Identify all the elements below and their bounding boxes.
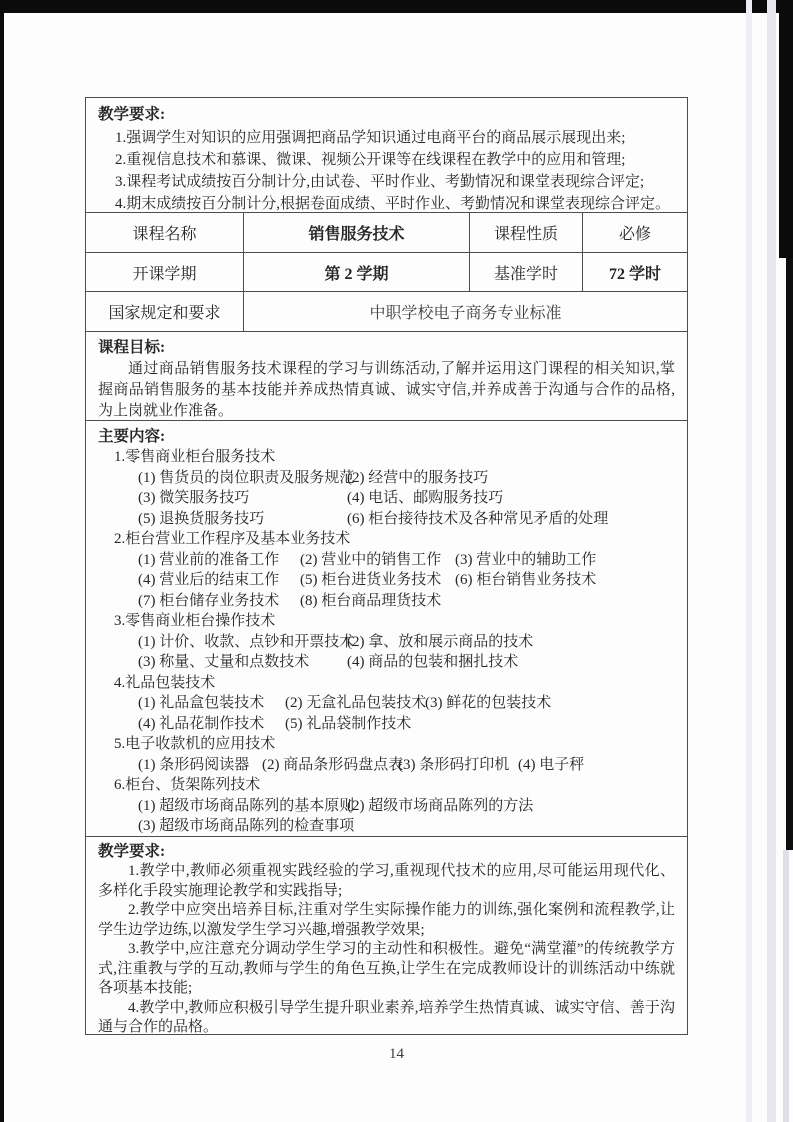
content-row	[98, 632, 675, 653]
content-row	[98, 714, 675, 735]
course-syllabus-table	[85, 97, 688, 1035]
content-row	[98, 755, 675, 776]
content-section-heading: 6.柜台、货架陈列技术	[114, 777, 261, 793]
content-section-heading: 1.零售商业柜台服务技术	[114, 449, 276, 465]
content-item: (1) 条形码阅读器	[138, 756, 250, 773]
content-item: (1) 营业前的准备工作	[138, 551, 280, 568]
content-item: (2) 拿、放和展示商品的技术	[347, 633, 534, 650]
content-item: (5) 柜台进货业务技术	[300, 572, 442, 588]
content-item: (1) 计价、收款、点钞和开票技术	[138, 633, 355, 650]
national-standard-value: 中职学校电子商务专业标准	[243, 291, 687, 331]
content-item: (3) 营业中的辅助工作	[455, 551, 597, 568]
requirement-paragraph: 1.教学中,教师必须重视实践经验的学习,重视现代技术的应用,尽可能运用现代化、多样化手段实施理论教学和实践指导;	[98, 863, 675, 899]
teaching-requirements-title: 教学要求:	[98, 843, 166, 860]
content-row	[98, 488, 675, 509]
course-name-label: 课程名称	[132, 226, 197, 243]
teaching-requirements-top-box	[85, 97, 688, 213]
content-item: (7) 柜台储存业务技术	[138, 592, 280, 609]
content-item: (2) 无盒礼品包装技术	[285, 695, 427, 711]
scan-edge-right-lower	[786, 258, 793, 850]
course-nature-value: 必修	[582, 213, 687, 252]
content-section-heading: 5.电子收款机的应用技术	[114, 736, 276, 752]
content-item: (1) 礼品盒包装技术	[138, 695, 265, 711]
requirement-paragraph: 2.教学中应突出培养目标,注重对学生实际操作能力的训练,强化案例和流程教学,让学生边学边练,以激发学生学习兴趣,增强教学效果;	[98, 902, 675, 938]
content-row	[98, 591, 675, 612]
content-item: (2) 经营中的服务技巧	[347, 469, 489, 486]
content-row	[98, 550, 675, 571]
semester-value: 第 2 学期	[243, 252, 469, 291]
course-nature-label: 课程性质	[469, 213, 582, 252]
course-objectives-text: 通过商品销售服务技术课程的学习与训练活动,了解并运用这门课程的相关知识,掌握商品销售服务的基本技能并养成热情真诚、诚实守信,并养成善于沟通与合作的品格,为上岗就业作准备。	[98, 361, 675, 419]
content-item: (2) 营业中的销售工作	[300, 551, 442, 568]
scan-shadow-strip	[783, 850, 789, 1122]
content-item: (5) 退换货服务技巧	[138, 510, 265, 527]
content-row	[98, 509, 675, 530]
content-row	[98, 816, 675, 837]
requirement-paragraph: 4.教学中,教师应积极引导学生提升职业素养,培养学生热情真诚、诚实守信、善于沟通与合作的品格。	[98, 999, 675, 1035]
requirement-item: 2.重视信息技术和慕课、微课、视频公开课等在线课程在教学中的应用和管理;	[115, 152, 626, 168]
content-item: (4) 营业后的结束工作	[138, 572, 280, 588]
course-objectives-box	[85, 331, 688, 421]
content-item: (5) 礼品袋制作技术	[285, 715, 412, 732]
main-content-title: 主要内容:	[98, 428, 166, 445]
base-hours-label: 基准学时	[469, 252, 582, 291]
content-item: (6) 柜台销售业务技术	[455, 572, 597, 588]
content-item: (1) 超级市场商品陈列的基本原则	[138, 797, 355, 814]
content-item: (3) 微笑服务技巧	[138, 490, 250, 506]
content-item: (4) 电子秤	[518, 756, 585, 773]
content-item: (2) 超级市场商品陈列的方法	[347, 797, 534, 814]
content-section-heading: 2.柜台营业工作程序及基本业务技术	[114, 531, 351, 547]
content-item: (1) 售货员的岗位职责及服务规范	[138, 469, 355, 486]
base-hours-value: 72 学时	[582, 252, 687, 291]
scan-edge-right-upper	[779, 0, 793, 258]
scan-shadow-strip	[746, 0, 752, 1122]
course-name-value: 销售服务技术	[243, 213, 469, 252]
content-row	[98, 693, 675, 714]
content-row	[98, 570, 675, 591]
scan-edge-top	[0, 0, 793, 13]
content-item: (3) 鲜花的包装技术	[425, 695, 552, 711]
content-item: (8) 柜台商品理货技术	[300, 592, 442, 609]
content-section-heading: 4.礼品包装技术	[114, 674, 216, 691]
content-row	[98, 468, 675, 489]
course-info-table	[85, 212, 688, 332]
main-content-box	[85, 420, 688, 837]
page-number: 14	[389, 1046, 404, 1062]
content-row	[98, 652, 675, 673]
content-item: (4) 电话、邮购服务技巧	[347, 490, 504, 506]
content-item: (3) 称量、丈量和点数技术	[138, 654, 310, 670]
requirement-item: 4.期末成绩按百分制计分,根据卷面成绩、平时作业、考勤情况和课堂表现综合评定。	[115, 196, 671, 212]
teaching-requirements-title: 教学要求:	[98, 106, 166, 123]
semester-label: 开课学期	[86, 252, 243, 291]
content-item: (4) 商品的包装和捆扎技术	[347, 654, 519, 670]
national-standard-label: 国家规定和要求	[86, 291, 243, 331]
content-section-heading: 3.零售商业柜台操作技术	[114, 613, 276, 629]
teaching-requirements-bottom-box	[85, 836, 688, 1035]
requirement-item: 1.强调学生对知识的应用强调把商品学知识通过电商平台的商品展示展现出来;	[115, 130, 626, 146]
content-item: (3) 条形码打印机	[398, 756, 510, 773]
content-item: (6) 柜台接待技术及各种常见矛盾的处理	[347, 510, 609, 527]
content-item: (4) 礼品花制作技术	[138, 715, 265, 732]
requirement-paragraph: 3.教学中,应注意充分调动学生学习的主动性和积极性。避免“满堂灌”的传统教学方式,注重教与学的互动,教师与学生的角色互换,让学生在完成教师设计的训练活动中练就各项基本技能;	[98, 941, 675, 996]
scan-shadow-strip	[767, 0, 776, 1122]
scan-edge-left	[0, 0, 4, 1122]
requirement-item: 3.课程考试成绩按百分制计分,由试卷、平时作业、考勤情况和课堂表现综合评定;	[115, 174, 645, 190]
content-item: (2) 商品条形码盘点表	[262, 756, 404, 773]
content-row	[98, 796, 675, 817]
content-item: (3) 超级市场商品陈列的检查事项	[138, 818, 355, 834]
course-objectives-title: 课程目标:	[98, 339, 166, 356]
